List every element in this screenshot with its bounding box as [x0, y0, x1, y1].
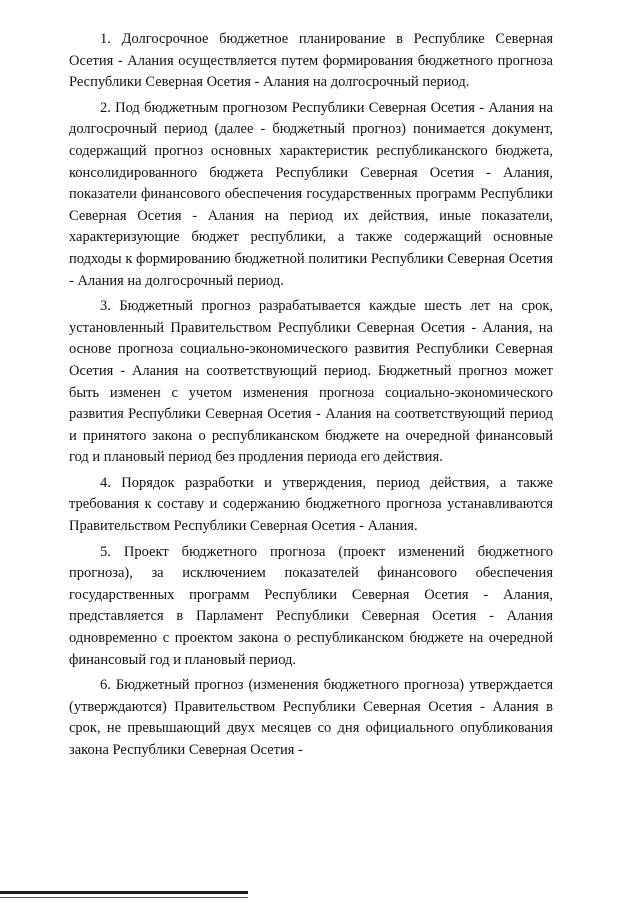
paragraph-4: 4. Порядок разработки и утверждения, период действия, а также требования к составу и содержанию бюджетного прогноза устанавливаются Правительством Республики Северная Осетия - Алания. [69, 474, 553, 535]
footnote-divider [0, 891, 248, 894]
paragraph-5: 5. Проект бюджетного прогноза (проект изменений бюджетного прогноза), за исключением показателей финансового обеспечения государственных программ Республики Северная Осетия - Алания, представляется в Парламент Республики Северная Осетия - Алания одновременно с проектом закона о республиканском бюджете на очередной финансовый год и плановый период. [69, 543, 553, 668]
paragraph-6: 6. Бюджетный прогноз (изменения бюджетного прогноза) утверждается (утверждаются) Правительством Республики Северная Осетия - Алания в срок, не превышающий двух месяцев со дня официального опубликования закона Республики Северная Осетия - [69, 677, 553, 758]
paragraph-3: 3. Бюджетный прогноз разрабатывается каждые шесть лет на срок, установленный Правительством Республики Северная Осетия - Алания, на основе прогноза социально-экономического развития Республики Северная Осетия - Алания на соответствующий период. Бюджетный прогноз может быть изменен с учетом изменения прогноза социально-экономического развития Республики Северная Осетия - Алания на соответствующий период и принятого закона о республиканском бюджете на очередной финансовый год и плановый период без продления периода его действия. [69, 298, 553, 466]
footnote-divider-thin [0, 897, 248, 898]
paragraph-1: 1. Долгосрочное бюджетное планирование в Республике Северная Осетия - Алания осуществляется путем формирования бюджетного прогноза Республики Северная Осетия - Алания на долгосрочный период. [69, 31, 553, 91]
paragraph-2: 2. Под бюджетным прогнозом Республики Северная Осетия - Алания на долгосрочный период (далее - бюджетный прогноз) понимается документ, содержащий прогноз основных характеристик республиканского бюджета, консолидированного бюджета Республики Северная Осетия - Алания, показатели финансового обеспечения государственных программ Республики Северная Осетия - Алания на период их действия, иные показатели, характеризующие бюджет республики, а также содержащий основные подходы к формированию бюджетной политики Республики Северная Осетия - Алания на долгосрочный период. [69, 99, 553, 289]
document-body [69, 29, 553, 766]
